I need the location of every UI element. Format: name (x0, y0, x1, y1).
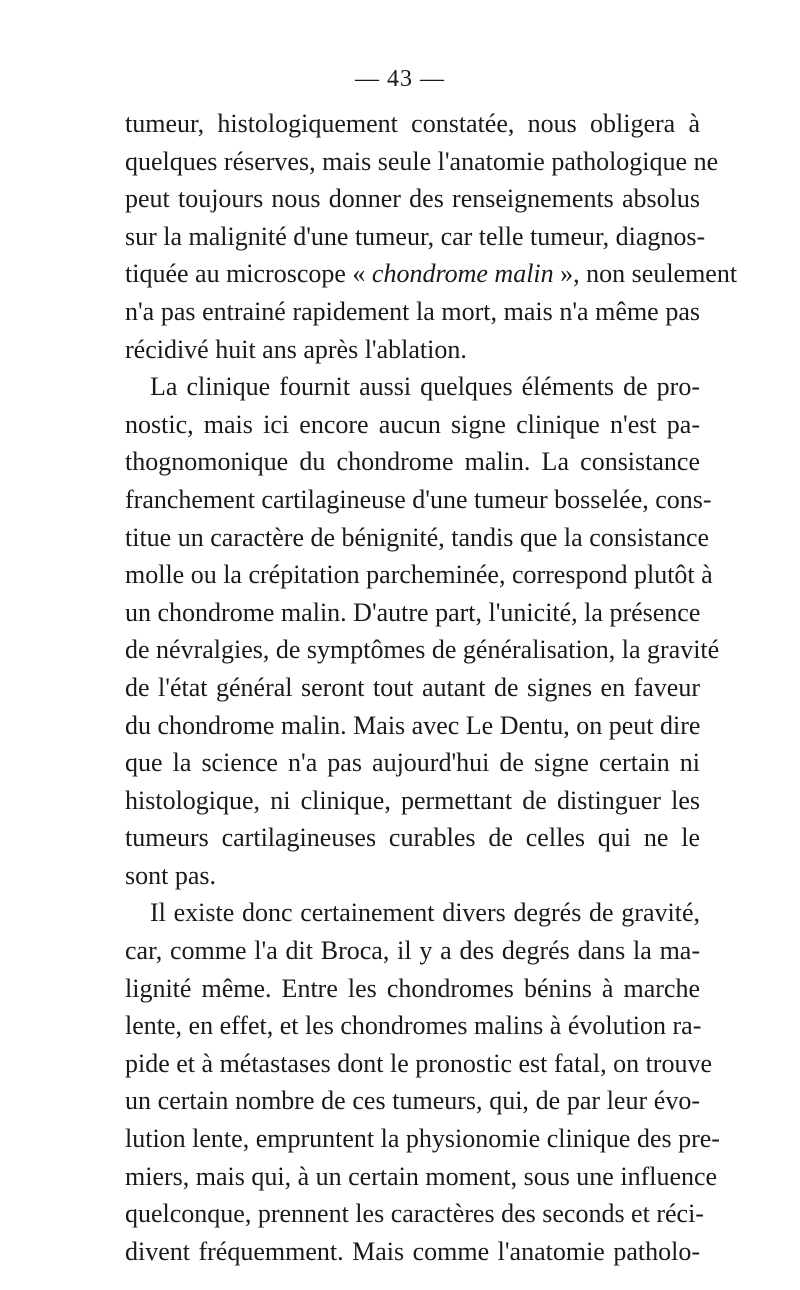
text-line: du chondrome malin. Mais avec Le Dentu, on peut dire (125, 710, 701, 740)
text-line: miers, mais qui, à un certain moment, sous une influence (125, 1161, 718, 1191)
text-line: peut toujours nous donner des renseignements absolus (125, 184, 700, 214)
text-line: sont pas. (125, 860, 216, 890)
text-line: titue un caractère de bénignité, tandis que la consistance (125, 522, 710, 552)
text-line: divent fréquemment. Mais comme l'anatomie patholo- (125, 1236, 700, 1266)
text-line: de l'état général seront tout autant de signes en faveur (125, 672, 700, 702)
text-line: que la science n'a pas aujourd'hui de signe certain ni (125, 748, 700, 778)
text-line: récidivé huit ans après l'ablation. (125, 334, 467, 364)
text-line: molle ou la crépitation parcheminée, correspond plutôt à (125, 560, 713, 590)
text-line: lution lente, empruntent la physionomie clinique des pre- (125, 1124, 720, 1154)
text-line: tumeur, histologiquement constatée, nous obligera à (125, 109, 700, 138)
text-line: franchement cartilagineuse d'une tumeur bosselée, cons- (125, 484, 712, 514)
text-line: n'a pas entrainé rapidement la mort, mais n'a même pas (125, 296, 700, 326)
text-line: un chondrome malin. D'autre part, l'unicité, la présence (125, 597, 701, 627)
text-line: lignité même. Entre les chondromes bénins à marche (125, 973, 700, 1003)
text-line: quelques réserves, mais seule l'anatomie pathologique ne (125, 146, 719, 176)
text-line: lente, en effet, et les chondromes malins à évolution ra- (125, 1011, 702, 1041)
text-line (125, 255, 738, 293)
text-line: de névralgies, de symptômes de généralisation, la gravité (125, 635, 720, 665)
text-line: La clinique fournit aussi quelques éléments de pro- (150, 372, 700, 402)
text-line: thognomonique du chondrome malin. La consistance (125, 447, 700, 477)
text-line: pide et à métastases dont le pronostic est fatal, on trouve (125, 1048, 712, 1078)
text-line: Il existe donc certainement divers degrés de gravité, (150, 898, 700, 928)
text-line: un certain nombre de ces tumeurs, qui, de par leur évo- (125, 1086, 700, 1116)
text-line: car, comme l'a dit Broca, il y a des degrés dans la ma- (125, 936, 700, 966)
page-number: — 43 — (355, 66, 445, 92)
text-segment: », non seulement (553, 259, 738, 289)
italic-term: chondrome malin (371, 259, 554, 289)
text-line: nostic, mais ici encore aucun signe clinique n'est pa- (125, 409, 700, 439)
body-text (125, 105, 738, 1270)
text-segment: tiquée au microscope « (125, 259, 372, 289)
text-line: sur la malignité d'une tumeur, car telle tumeur, diagnos- (125, 221, 706, 251)
text-line: quelconque, prennent les caractères des seconds et réci- (125, 1199, 704, 1229)
text-line: histologique, ni clinique, permettant de distinguer les (125, 785, 700, 815)
text-line: tumeurs cartilagineuses curables de celles qui ne le (125, 823, 700, 853)
